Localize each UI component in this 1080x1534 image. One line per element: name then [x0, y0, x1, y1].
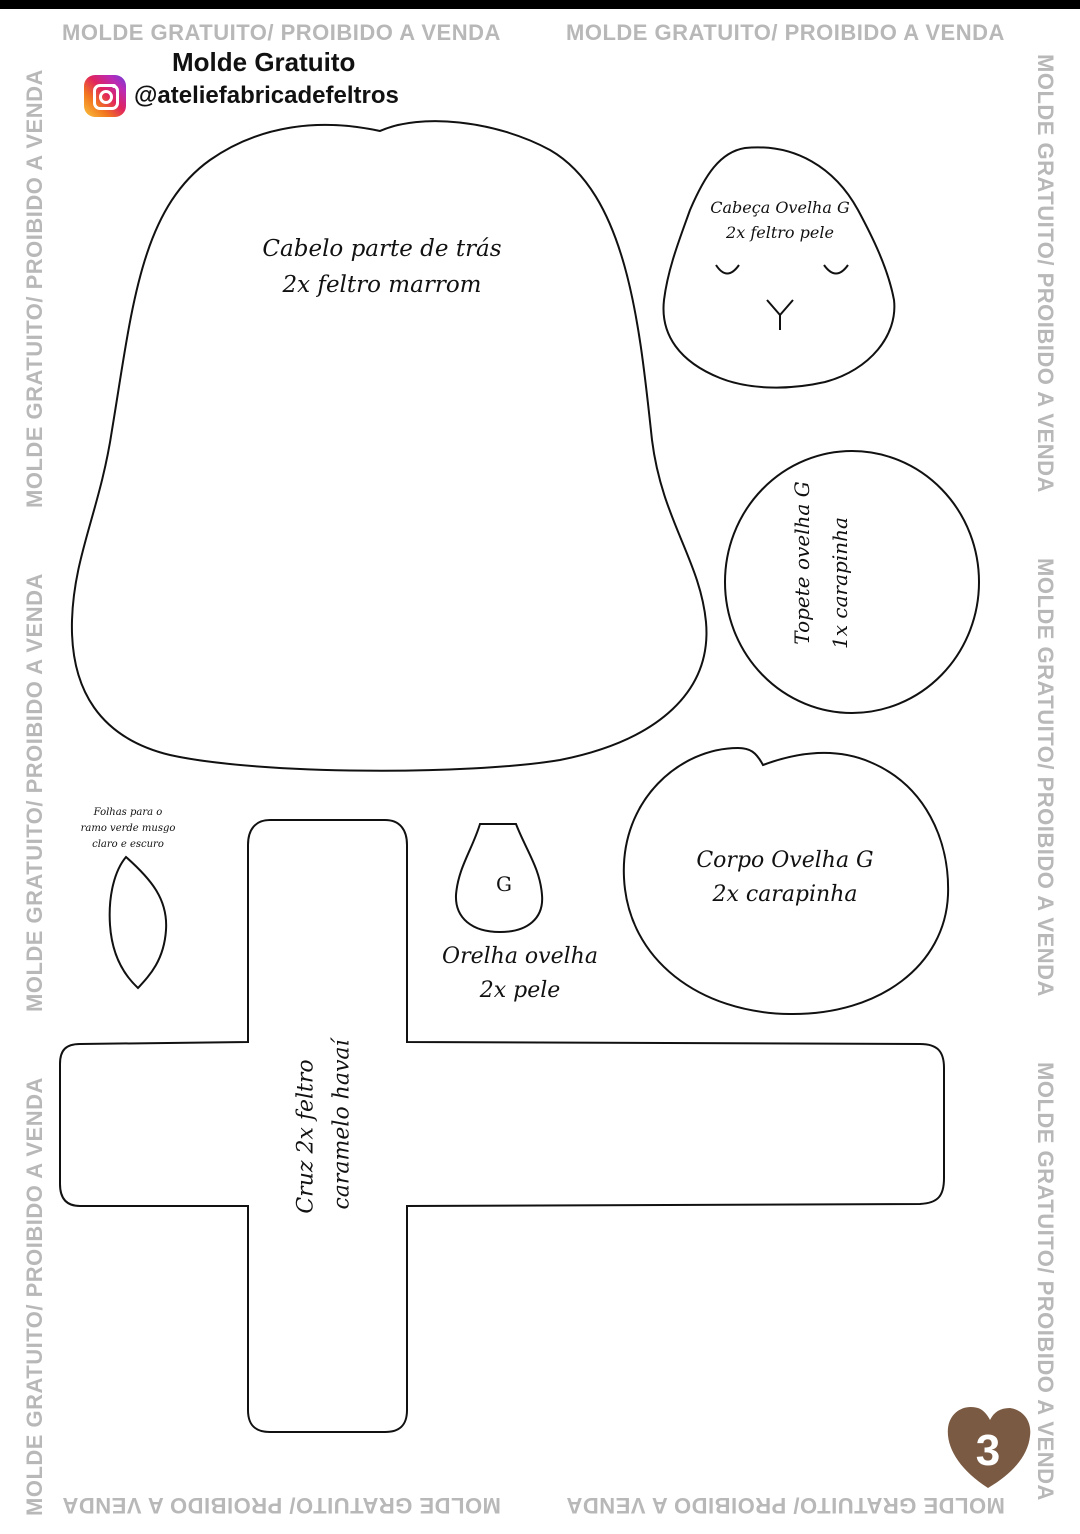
eye-left: [716, 265, 739, 274]
hair-label-2: 2x feltro marrom: [282, 272, 482, 298]
watermark-right-1: MOLDE GRATUITO/ PROIBIDO A VENDA: [1033, 54, 1058, 493]
watermark-bottom-right: MOLDE GRATUITO/ PROIBIDO A VENDA: [566, 1493, 1005, 1518]
topete-label-2: 1x carapinha: [828, 517, 852, 649]
watermark-left-3: MOLDE GRATUITO/ PROIBIDO A VENDA: [22, 1077, 47, 1516]
body-label-1: Corpo Ovelha G: [696, 848, 874, 873]
body-label-2: 2x carapinha: [712, 882, 858, 907]
leaves-label-1: Folhas para o: [93, 807, 163, 818]
watermark-left-2: MOLDE GRATUITO/ PROIBIDO A VENDA: [22, 573, 47, 1012]
page-number: 3: [975, 1426, 1001, 1475]
leaves-label-3: claro e escuro: [92, 839, 164, 850]
header-title: Molde Gratuito: [172, 47, 356, 77]
leaf-outline: [110, 857, 167, 988]
head-outline: [663, 147, 894, 387]
cross-label-2: caramelo havaí: [329, 1039, 355, 1210]
instagram-handle: @ateliefabricadefeltros: [134, 82, 399, 109]
body-outline: [624, 748, 948, 1014]
watermark-left-1: MOLDE GRATUITO/ PROIBIDO A VENDA: [22, 69, 47, 508]
ear-label-2: 2x pele: [479, 978, 561, 1003]
ear-size-mark: G: [496, 872, 512, 896]
head-label-2: 2x feltro pele: [726, 223, 834, 242]
topete-label-1: Topete ovelha G: [790, 481, 814, 645]
hair-back-outline: [72, 121, 707, 771]
watermark-top-left: MOLDE GRATUITO/ PROIBIDO A VENDA: [62, 20, 501, 45]
eye-right: [824, 265, 848, 274]
watermark-right-2: MOLDE GRATUITO/ PROIBIDO A VENDA: [1033, 558, 1058, 997]
cross-label-1: Cruz 2x feltro: [293, 1059, 319, 1214]
leaves-label-2: ramo verde musgo: [80, 823, 176, 834]
topete-outline: [725, 451, 979, 713]
watermark-right-3: MOLDE GRATUITO/ PROIBIDO A VENDA: [1033, 1062, 1058, 1501]
nose-mark: [767, 300, 793, 330]
watermark-bottom-left: MOLDE GRATUITO/ PROIBIDO A VENDA: [62, 1493, 501, 1518]
head-label-1: Cabeça Ovelha G: [710, 198, 850, 217]
watermark-top-right: MOLDE GRATUITO/ PROIBIDO A VENDA: [566, 20, 1005, 45]
cross-outline: [60, 820, 944, 1432]
ear-label-1: Orelha ovelha: [442, 944, 598, 969]
hair-label-1: Cabelo parte de trás: [262, 236, 502, 262]
